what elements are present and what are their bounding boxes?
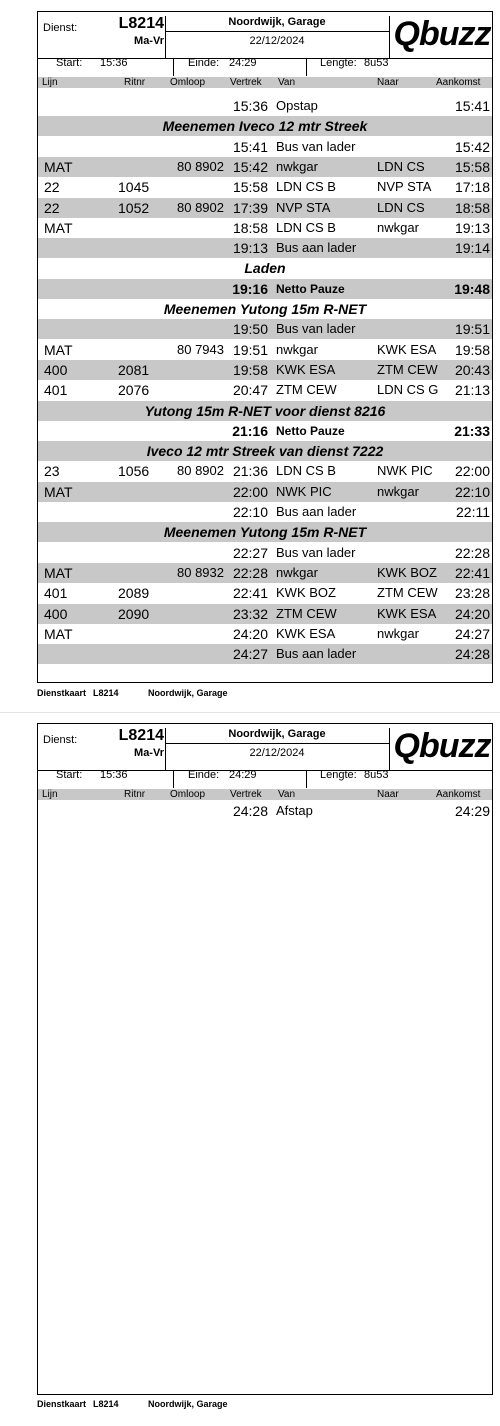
col-aankomst: Aankomst	[436, 77, 481, 88]
arrival-time: 24:27	[454, 625, 490, 642]
from-stop: Bus aan lader	[276, 646, 357, 662]
divider	[306, 770, 307, 788]
departure-time: 21:36	[232, 463, 268, 480]
to-stop: nwkgar	[377, 483, 419, 499]
from-stop: NVP STA	[276, 199, 331, 215]
to-stop: NVP STA	[377, 179, 432, 195]
footer-label: Dienstkaart	[37, 688, 87, 698]
arrival-time: 19:51	[454, 321, 490, 338]
col-ritnr: Ritnr	[124, 789, 146, 800]
trip-row	[38, 482, 492, 502]
footer-label: Dienstkaart	[37, 1399, 87, 1409]
to-stop: KWK ESA	[377, 341, 437, 357]
footer-location: Noordwijk, Garage	[148, 688, 228, 698]
from-stop: LDN CS B	[276, 219, 336, 235]
from-stop: Bus van lader	[276, 544, 356, 560]
departure-time: 20:47	[232, 382, 268, 399]
line-number: MAT	[44, 483, 73, 500]
trip-number: 1052	[118, 199, 150, 216]
section-title: Meenemen Yutong 15m R-NET	[163, 301, 367, 317]
to-stop: ZTM CEW	[377, 585, 438, 601]
arrival-time: 19:48	[454, 280, 490, 297]
start-label: Start:	[56, 769, 83, 781]
line-number: 22	[44, 199, 60, 216]
departure-time: 22:41	[232, 585, 268, 602]
trip-row	[38, 380, 492, 400]
departure-time: 18:58	[232, 219, 268, 236]
section-title-row	[38, 258, 492, 278]
line-number: MAT	[44, 564, 73, 581]
arrival-time: 21:33	[454, 422, 490, 439]
arrival-time: 19:14	[454, 240, 490, 257]
section-title-row	[38, 401, 492, 421]
qbuzz-logo: Qbuzz	[393, 727, 491, 765]
trip-row	[38, 238, 492, 258]
divider	[165, 743, 389, 744]
footer-code: L8214	[93, 1399, 119, 1409]
arrival-time: 19:58	[454, 341, 490, 358]
col-aankomst: Aankomst	[436, 789, 481, 800]
col-naar: Naar	[377, 789, 399, 800]
trip-number: 2090	[118, 605, 150, 622]
col-vertrek: Vertrek	[230, 77, 262, 88]
pause-row	[38, 421, 492, 441]
col-omloop: Omloop	[170, 789, 206, 800]
arrival-time: 15:58	[454, 158, 490, 175]
pause-label: Netto Pauze	[276, 281, 345, 296]
pause-row	[38, 279, 492, 299]
departure-time: 19:50	[232, 321, 268, 338]
to-stop: LDN CS G	[377, 382, 439, 398]
departure-time: 23:32	[232, 605, 268, 622]
arrival-time: 15:42	[454, 138, 490, 155]
col-naar: Naar	[377, 77, 399, 88]
departure-time: 19:51	[232, 341, 268, 358]
dienst-days: Ma-Vr	[134, 35, 164, 47]
from-stop: KWK ESA	[276, 361, 336, 377]
trip-number: 2081	[118, 361, 150, 378]
arrival-time: 24:20	[454, 605, 490, 622]
from-stop: Opstap	[276, 98, 318, 113]
col-omloop: Omloop	[170, 77, 206, 88]
dienst-days: Ma-Vr	[134, 747, 164, 759]
from-stop: Bus aan lader	[276, 240, 357, 256]
to-stop: KWK BOZ	[377, 564, 437, 580]
line-number: 23	[44, 463, 60, 480]
line-number: 401	[44, 382, 68, 399]
to-stop: KWK ESA	[377, 605, 437, 621]
start-time: 15:36	[100, 769, 128, 781]
section-title: Laden	[244, 260, 286, 277]
from-stop: nwkgar	[276, 564, 318, 580]
from-stop: nwkgar	[276, 158, 318, 174]
col-van: Van	[278, 789, 296, 800]
pause-label: Netto Pauze	[276, 423, 345, 438]
block-number: 80 8932	[177, 564, 224, 580]
trip-row	[38, 543, 492, 563]
from-stop: LDN CS B	[276, 463, 336, 479]
section-title: Meenemen Iveco 12 mtr Streek	[162, 118, 368, 135]
departure-time: 22:00	[232, 483, 268, 500]
trip-row	[38, 218, 492, 238]
from-stop: Bus van lader	[276, 138, 356, 154]
trip-row	[38, 157, 492, 177]
arrival-time: 15:41	[454, 98, 490, 114]
qbuzz-logo: Qbuzz	[393, 15, 491, 53]
col-lijn: Lijn	[42, 789, 58, 800]
departure-time: 15:42	[232, 158, 268, 175]
to-stop: LDN CS	[377, 199, 425, 215]
end-label: Einde:	[188, 769, 220, 781]
arrival-time: 17:18	[454, 179, 490, 196]
from-stop: KWK ESA	[276, 625, 336, 641]
section-title: Meenemen Yutong 15m R-NET	[163, 524, 367, 541]
from-stop: ZTM CEW	[276, 382, 337, 398]
arrival-time: 21:13	[454, 382, 490, 399]
trip-row	[38, 461, 492, 481]
departure-time: 15:41	[232, 138, 268, 155]
from-stop: Afstap	[276, 803, 313, 818]
from-stop: Bus van lader	[276, 321, 356, 337]
trip-row	[38, 604, 492, 624]
block-number: 80 8902	[177, 158, 224, 174]
from-stop: KWK BOZ	[276, 585, 336, 601]
arrival-time: 22:00	[454, 463, 490, 480]
trip-row	[38, 624, 492, 644]
block-number: 80 8902	[177, 199, 224, 215]
line-number: MAT	[44, 158, 73, 175]
trip-row	[38, 340, 492, 360]
trip-row	[38, 177, 492, 197]
from-stop: NWK PIC	[276, 483, 332, 499]
line-number: 400	[44, 605, 68, 622]
departure-time: 15:58	[232, 179, 268, 196]
sheet-frame	[37, 723, 493, 1395]
from-stop: ZTM CEW	[276, 605, 337, 621]
trip-number: 1056	[118, 463, 150, 480]
trip-row	[38, 319, 492, 339]
col-vertrek: Vertrek	[230, 789, 262, 800]
departure-time: 22:27	[232, 544, 268, 561]
trip-row	[38, 137, 492, 157]
divider	[173, 770, 174, 788]
section-title: Iveco 12 mtr Streek van dienst 7222	[146, 443, 384, 460]
end-label: Einde:	[188, 57, 220, 69]
section-title-row	[38, 522, 492, 542]
col-ritnr: Ritnr	[124, 77, 146, 88]
trip-row	[38, 198, 492, 218]
trip-row	[38, 502, 492, 522]
departure-time: 15:36	[232, 98, 268, 114]
end-time: 24:29	[229, 57, 257, 69]
departure-time: 19:13	[232, 240, 268, 257]
departure-time: 19:16	[232, 280, 268, 297]
line-number: 401	[44, 585, 68, 602]
to-stop: NWK PIC	[377, 463, 433, 479]
divider	[173, 58, 174, 76]
trip-row	[38, 801, 492, 821]
divider	[306, 58, 307, 76]
block-number: 80 8902	[177, 463, 224, 479]
footer-location: Noordwijk, Garage	[148, 1399, 228, 1409]
to-stop: ZTM CEW	[377, 361, 438, 377]
section-title-row	[38, 299, 492, 319]
departure-time: 21:16	[232, 422, 268, 439]
end-time: 24:29	[229, 769, 257, 781]
footer-code: L8214	[93, 688, 119, 698]
arrival-time: 22:10	[454, 483, 490, 500]
arrival-time: 24:29	[454, 803, 490, 819]
to-stop: nwkgar	[377, 219, 419, 235]
line-number: MAT	[44, 625, 73, 642]
trip-number: 2076	[118, 382, 150, 399]
trip-number: 2089	[118, 585, 150, 602]
to-stop: nwkgar	[377, 625, 419, 641]
departure-time: 19:58	[232, 361, 268, 378]
line-number: 400	[44, 361, 68, 378]
arrival-time: 23:28	[454, 585, 490, 602]
location-title: Noordwijk, Garage	[228, 728, 326, 740]
divider	[165, 31, 389, 32]
dienst-code: L8214	[118, 15, 164, 32]
trip-row	[38, 644, 492, 664]
arrival-time: 24:28	[454, 646, 490, 663]
line-number: MAT	[44, 219, 73, 236]
start-label: Start:	[56, 57, 83, 69]
section-title-row	[38, 441, 492, 461]
dienstkaart-page-2	[0, 713, 500, 1426]
from-stop: Bus aan lader	[276, 504, 357, 519]
col-van: Van	[278, 77, 296, 88]
arrival-time: 22:28	[454, 544, 490, 561]
section-title-row	[38, 116, 492, 136]
trip-row	[38, 583, 492, 603]
arrival-time: 20:43	[454, 361, 490, 378]
departure-time: 24:28	[232, 803, 268, 819]
dienstkaart-page-1	[0, 0, 500, 708]
departure-time: 22:28	[232, 564, 268, 581]
length-value: 8u53	[364, 769, 389, 781]
block-number: 80 7943	[177, 341, 224, 357]
arrival-time: 22:11	[456, 504, 490, 520]
arrival-time: 18:58	[454, 199, 490, 216]
trip-number: 1045	[118, 179, 150, 196]
from-stop: nwkgar	[276, 341, 318, 357]
trip-row	[38, 360, 492, 380]
departure-time: 24:20	[232, 625, 268, 642]
dienst-label: Dienst:	[43, 22, 78, 34]
length-label: Lengte:	[320, 769, 357, 781]
section-title: Yutong 15m R-NET voor dienst 8216	[144, 402, 386, 419]
departure-time: 24:27	[232, 646, 268, 663]
length-label: Lengte:	[320, 57, 357, 69]
trip-row	[38, 96, 492, 116]
sheet-frame	[37, 11, 493, 683]
dienst-label: Dienst:	[43, 734, 78, 746]
dienst-code: L8214	[118, 727, 164, 744]
date: 22/12/2024	[249, 35, 305, 47]
line-number: MAT	[44, 341, 73, 358]
departure-time: 22:10	[232, 504, 268, 520]
arrival-time: 22:41	[454, 564, 490, 581]
column-header-row	[38, 77, 492, 88]
location-title: Noordwijk, Garage	[228, 16, 326, 28]
length-value: 8u53	[364, 57, 389, 69]
start-time: 15:36	[100, 57, 128, 69]
departure-time: 17:39	[232, 199, 268, 216]
col-lijn: Lijn	[42, 77, 58, 88]
date: 22/12/2024	[249, 747, 305, 759]
arrival-time: 19:13	[454, 219, 490, 236]
line-number: 22	[44, 179, 60, 196]
from-stop: LDN CS B	[276, 179, 336, 195]
column-header-row	[38, 789, 492, 800]
trip-row	[38, 563, 492, 583]
to-stop: LDN CS	[377, 158, 425, 174]
